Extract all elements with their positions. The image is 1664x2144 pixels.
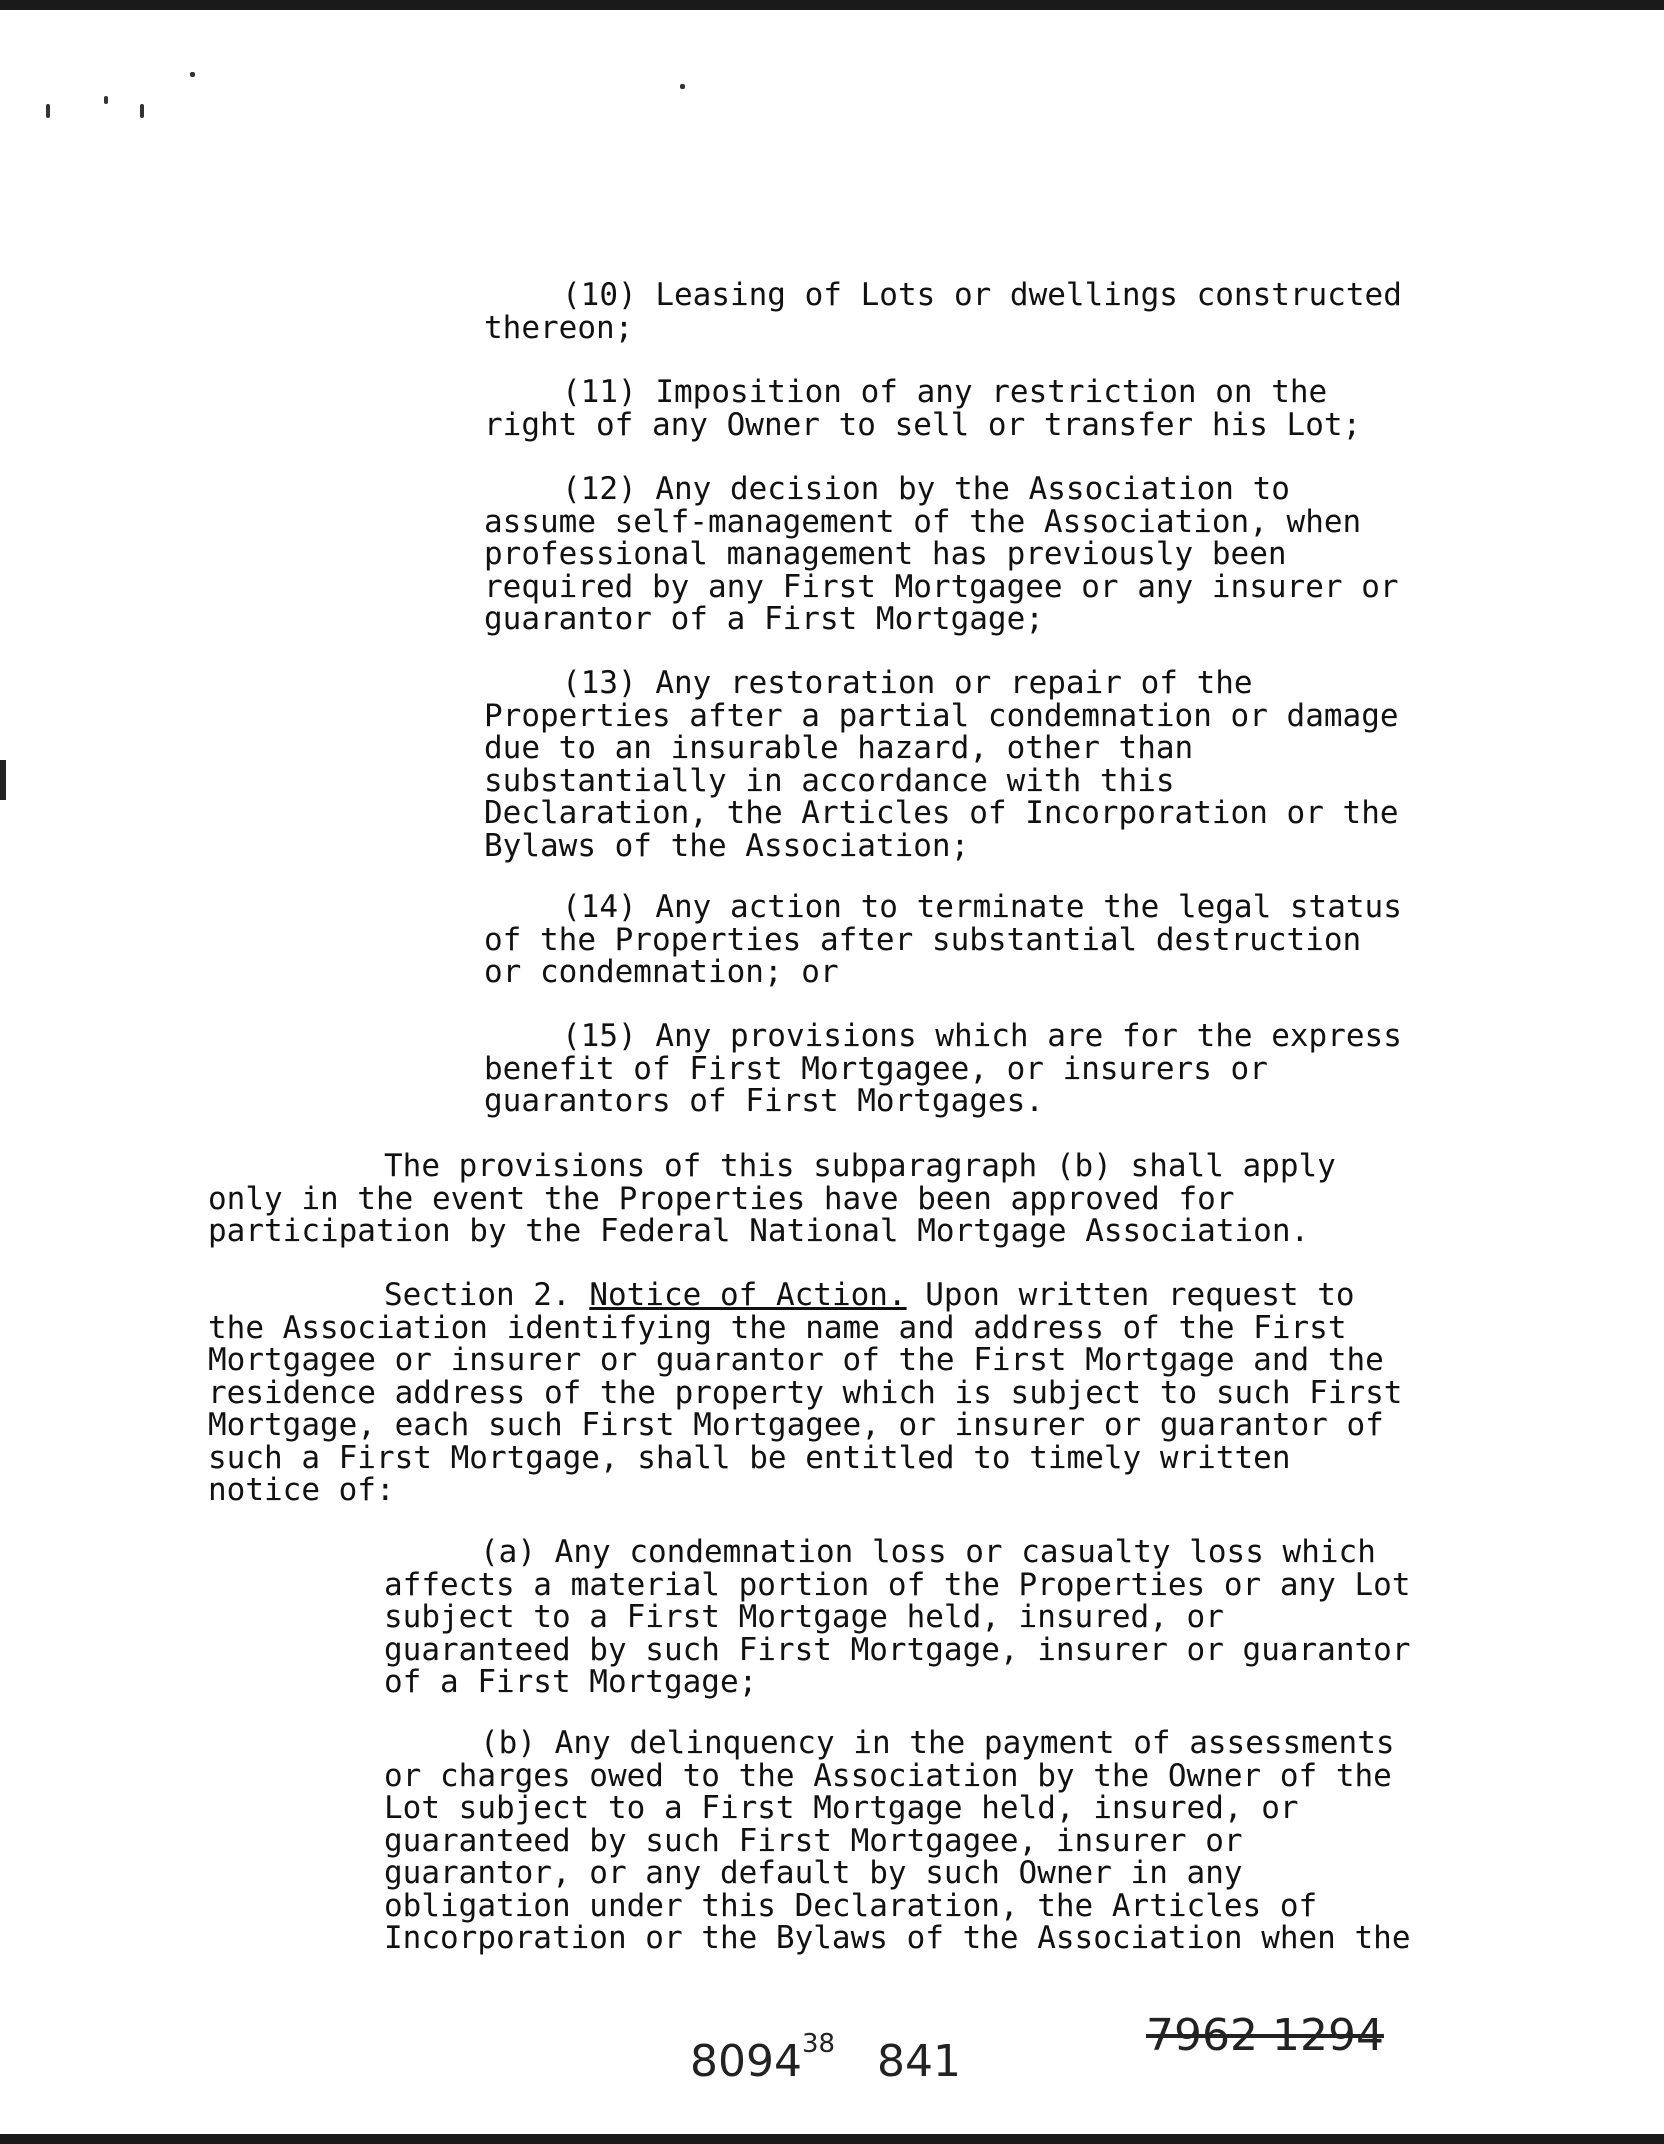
list-item (484, 1020, 1412, 1118)
item-text: Leasing of Lots or dwellings constructed thereon; (484, 277, 1402, 346)
item-text: Any restoration or repair of the Properties after a partial condemnation or damage due to an insurable hazard, other than substantially in accordance with this Declaration, the Articles of Incorporation or the Bylaws of the Association; (484, 665, 1399, 864)
scan-speck (680, 84, 685, 89)
section-2-paragraph (208, 1279, 1412, 1507)
item-number: (a) (480, 1534, 536, 1570)
item-text: Any delinquency in the payment of assessments or charges owed to the Association by the Owner of the Lot subject to a First Mortgage held, insured, or guaranteed by such First Mortgagee, insurer or guarantor, or any default by such Owner in any obligation under this Declaration, the Articles of Incorporation or the Bylaws of the Association when the (384, 1725, 1411, 1956)
struck-number: 7962 1294 (1146, 2010, 1384, 2061)
list-item (484, 891, 1412, 989)
book-page-number (690, 2029, 962, 2087)
list-item (484, 376, 1412, 441)
item-number: (12) (562, 471, 637, 507)
item-number: (11) (562, 374, 637, 410)
book-superscript: 38 (801, 2029, 836, 2059)
item-text: Any provisions which are for the express benefit of First Mortgagee, or insurers or guarantors of First Mortgages. (484, 1018, 1402, 1119)
item-number: (13) (562, 665, 637, 701)
item-number: (10) (562, 277, 637, 313)
item-text: Imposition of any restriction on the right of any Owner to sell or transfer his Lot; (484, 374, 1362, 443)
scan-speck (46, 104, 50, 118)
item-number: (15) (562, 1018, 637, 1054)
section-text: Upon written request to the Association identifying the name and address of the First Mortgagee or insurer or guarantor of the First Mortgage and the residence address of the property which is subject to such First Mortgage, each such First Mortgagee, or insurer or guarantor of such a First Mortgage, shall be entitled to timely written notice of: (208, 1277, 1403, 1508)
scan-edge-mark (0, 760, 6, 800)
section-label: Section 2. (384, 1277, 571, 1313)
section-heading: Notice of Action. (589, 1277, 907, 1313)
scan-speck (190, 72, 195, 77)
list-item (484, 667, 1412, 862)
scan-edge-top (0, 0, 1664, 10)
notice-item (384, 1536, 1412, 1699)
item-number: (b) (480, 1725, 536, 1761)
list-item (484, 279, 1412, 344)
item-number: (14) (562, 889, 637, 925)
item-text: Any decision by the Association to assume self-management of the Association, when professional management has previously been required by any First Mortgagee or any insurer or guarantor of a First Mortgage; (484, 471, 1399, 637)
item-text: Any action to terminate the legal status of the Properties after substantial destruction or condemnation; or (484, 889, 1402, 990)
provisions-paragraph: The provisions of this subparagraph (b) shall apply only in the event the Properties have been approved for participation by the Federal National Mortgage Association. (208, 1148, 1336, 1249)
scan-speck (140, 104, 144, 118)
page-number: 841 (877, 2036, 962, 2087)
scan-speck (104, 96, 108, 104)
book-number: 8094 (690, 2036, 802, 2087)
scan-edge-bottom (0, 2134, 1664, 2144)
item-text: Any condemnation loss or casualty loss which affects a material portion of the Properties or any Lot subject to a First Mortgage held, insured, or guaranteed by such First Mortgage, insurer or guarantor of a First Mortgage; (384, 1534, 1411, 1700)
list-item (484, 473, 1412, 636)
notice-item (384, 1727, 1412, 1955)
